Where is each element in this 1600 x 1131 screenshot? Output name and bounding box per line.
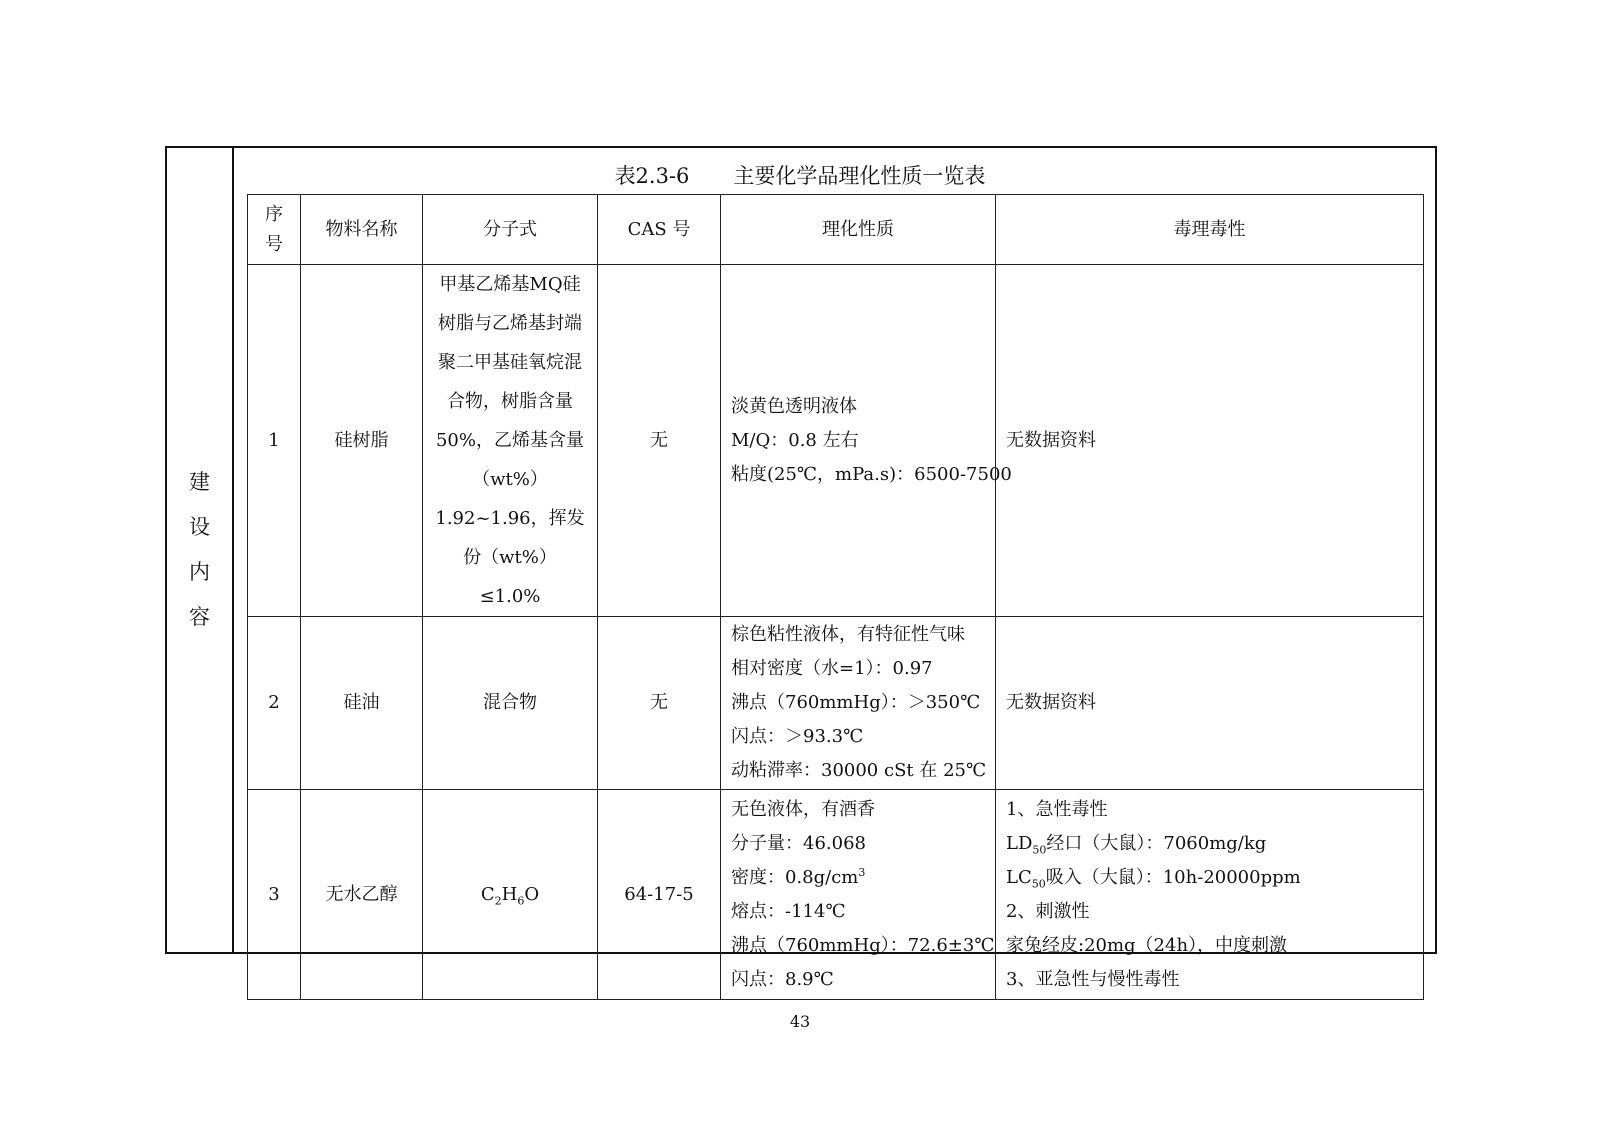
row-formula: 混合物 [423, 617, 598, 790]
row-formula: 甲基乙烯基MQ硅树脂与乙烯基封端聚二甲基硅氧烷混合物，树脂含量50%，乙烯基含量（wt%）1.92~1.96，挥发份（wt%）≤1.0% [423, 265, 598, 617]
row-name: 硅油 [301, 617, 423, 790]
header-seq [248, 195, 301, 265]
row-properties [721, 790, 996, 1000]
property-line: 棕色粘性液体，有特征性气味 [731, 624, 965, 645]
side-column [167, 148, 234, 952]
toxicity-line [1006, 827, 1413, 861]
ld-label: LD [1006, 832, 1033, 854]
row-toxicity [996, 790, 1424, 1000]
header-row [248, 195, 1424, 265]
row-toxicity [996, 617, 1424, 790]
property-line: 无色液体，有酒香 [731, 798, 875, 820]
formula-part: H [501, 883, 518, 905]
formula-subscript: 2 [494, 894, 502, 908]
header-toxicity: 毒理毒性 [996, 195, 1424, 265]
row-seq: 3 [248, 790, 301, 1000]
property-line: 分子量：46.068 [731, 832, 866, 854]
property-line: 动粘滞率：30000 cSt 在 25℃ [731, 760, 987, 781]
toxicity-line [1006, 861, 1413, 895]
row-seq: 2 [248, 617, 301, 790]
property-line: M/Q：0.8 左右 [731, 429, 859, 451]
property-line: 粘度(25℃，mPa.s)：6500-7500 [731, 463, 1012, 485]
row-cas: 无 [598, 265, 721, 617]
property-line: 沸点（760mmHg）：72.6±3℃ [731, 934, 995, 956]
toxicity-line: 无数据资料 [1006, 692, 1096, 713]
formula-part: C [480, 883, 495, 905]
row-name: 硅树脂 [301, 265, 423, 617]
lc-value: 吸入（大鼠）：10h-20000ppm [1045, 866, 1301, 888]
property-line: 熔点：-114℃ [731, 900, 846, 922]
row-toxicity [996, 265, 1424, 617]
toxicity-line: 2、刺激性 [1006, 900, 1090, 922]
density-superscript: 3 [858, 865, 866, 879]
property-line: 淡黄色透明液体 [731, 395, 857, 417]
chemical-properties-table [247, 194, 1424, 1000]
toxicity-line: 3、亚急性与慢性毒性 [1006, 968, 1180, 990]
side-label: 建设内容 [189, 470, 210, 629]
header-cas: CAS 号 [598, 195, 721, 265]
lc-label: LC [1006, 866, 1032, 888]
header-formula: 分子式 [423, 195, 598, 265]
row-properties [721, 265, 1012, 617]
density-text: 密度：0.8g/cm [731, 866, 859, 888]
ld-subscript: 50 [1032, 843, 1047, 857]
toxicity-line: 无数据资料 [1006, 429, 1096, 451]
table-row [248, 790, 1424, 1000]
property-line [731, 861, 985, 895]
property-line: 相对密度（水=1）：0.97 [731, 658, 933, 679]
row-seq: 1 [248, 265, 301, 617]
lc-subscript: 50 [1031, 877, 1046, 891]
row-properties [721, 617, 996, 790]
toxicity-line: 1、急性毒性 [1006, 798, 1108, 820]
row-cas: 64-17-5 [598, 790, 721, 1000]
table-title: 主要化学品理化性质一览表 [733, 164, 986, 188]
page-number: 43 [789, 1012, 811, 1031]
table-row [248, 617, 1424, 790]
table-number: 表2.3-6 [614, 164, 690, 188]
formula-part: O [524, 883, 540, 905]
formula-subscript: 6 [517, 894, 525, 908]
row-cas: 无 [598, 617, 721, 790]
table-row [248, 265, 1424, 617]
table-caption [0, 162, 1600, 190]
property-line: 沸点（760mmHg）：＞350℃ [731, 692, 981, 713]
header-properties: 理化性质 [721, 195, 996, 265]
row-name: 无水乙醇 [301, 790, 423, 1000]
ld-value: 经口（大鼠）：7060mg/kg [1046, 832, 1267, 854]
row-formula [423, 790, 598, 1000]
property-line: 闪点：8.9℃ [731, 968, 834, 990]
property-line: 闪点：＞93.3℃ [731, 726, 864, 747]
toxicity-line: 家兔经皮:20mg（24h），中度刺激 [1006, 934, 1288, 956]
header-seq-text: 序号 [265, 203, 283, 255]
header-name: 物料名称 [301, 195, 423, 265]
